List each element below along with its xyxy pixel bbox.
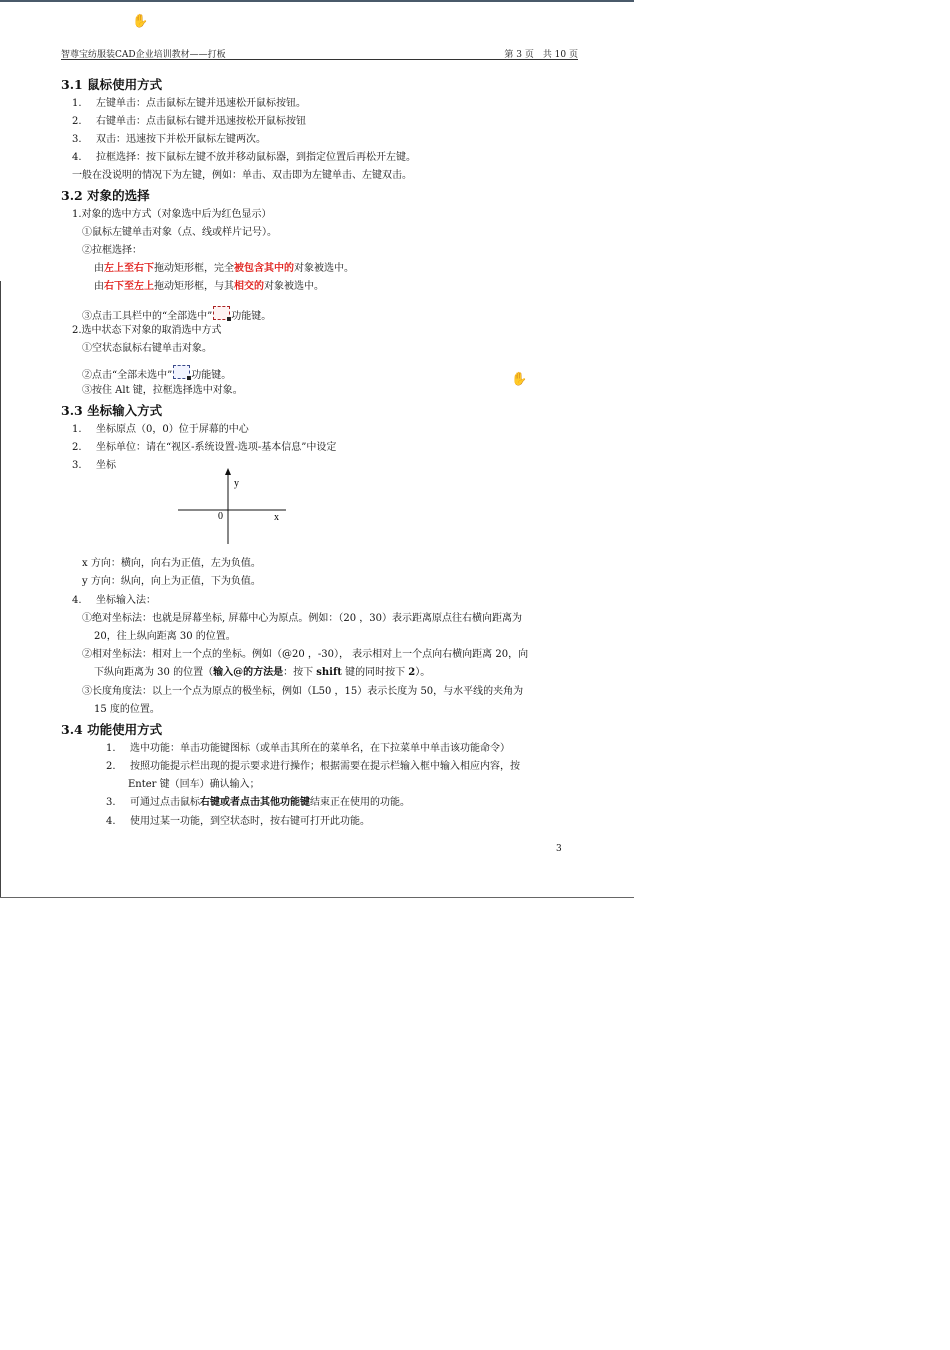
list-item: 4. 坐标输入法：	[72, 595, 156, 606]
list-item: 3. 双击：迅速按下并松开鼠标左键两次。	[72, 134, 266, 145]
list-item: 3. 可通过点击鼠标右键或者点击其他功能键结束正在使用的功能。	[106, 797, 410, 808]
section-title: 3.4 功能使用方式	[61, 722, 163, 737]
y-axis-label: y	[234, 478, 239, 489]
section-title: 3.3 坐标输入方式	[61, 403, 163, 418]
list-item: 2. 坐标单位：请在“视区-系统设置-选项-基本信息”中设定	[72, 442, 337, 453]
paragraph: ①鼠标左键单击对象（点、线或样片记号）。	[82, 227, 277, 238]
list-item: 4. 使用过某一功能，到空状态时，按右键可打开此功能。	[106, 816, 370, 827]
list-item: 4. 拉框选择：按下鼠标左键不放并移动鼠标器，到指定位置后再松开左键。	[72, 152, 416, 163]
paragraph: ③按住 Alt 键，拉框选择选中对象。	[82, 385, 243, 396]
list-item: 2. 右键单击：点击鼠标右键并迅速按松开鼠标按钮	[72, 116, 306, 127]
paragraph: 1.对象的选中方式（对象选中后为红色显示）	[72, 209, 272, 220]
paragraph: 由右下至左上拖动矩形框，与其相交的对象被选中。	[94, 281, 324, 292]
list-item: 3. 坐标	[72, 460, 116, 471]
origin-label: 0	[218, 511, 223, 522]
paragraph: Enter 键（回车）确认输入；	[128, 779, 260, 790]
header-rule	[61, 59, 578, 60]
paragraph: ②拉框选择：	[82, 245, 142, 256]
paragraph: ②点击“全部未选中” 功能键。	[82, 365, 231, 382]
paragraph: ①空状态鼠标右键单击对象。	[82, 343, 212, 354]
x-axis-label: x	[274, 512, 279, 523]
header-page-info: 第 3 页 共 10 页	[504, 50, 578, 60]
paragraph: 一般在没说明的情况下为左键，例如：单击、双击即为左键单击、左键双击。	[72, 170, 412, 181]
paragraph: ②相对坐标法：相对上一个点的坐标。例如（@20 ，-30）， 表示相对上一个点向右横向距离 20，向	[82, 649, 529, 660]
select-all-icon	[213, 306, 230, 320]
page-bottom-border	[0, 897, 634, 898]
paragraph: x 方向：横向，向右为正值，左为负值。	[82, 558, 261, 569]
paragraph: 下纵向距离为 30 的位置（输入@的方法是：按下 shift 键的同时按下 2）。	[94, 667, 431, 678]
header-title: 智尊宝纺服装CAD企业培训教材——打板	[61, 50, 226, 60]
paragraph: 由左上至右下拖动矩形框，完全被包含其中的对象被选中。	[94, 263, 354, 274]
section-title: 3.2 对象的选择	[61, 188, 150, 203]
hand-cursor-icon: ✋	[132, 14, 149, 29]
list-item: 2. 按照功能提示栏出现的提示要求进行操作；根据需要在提示栏输入框中输入相应内容，按	[106, 761, 520, 772]
page-top-border	[0, 0, 634, 2]
page-left-border	[0, 281, 1, 898]
paragraph: y 方向：纵向，向上为正值，下为负值。	[82, 576, 261, 587]
deselect-all-icon	[173, 365, 190, 379]
paragraph: ①绝对坐标法：也就是屏幕坐标, 屏幕中心为原点。例如：（20 ，30）表示距离原点往右横向距离为	[82, 613, 522, 624]
paragraph: 2.选中状态下对象的取消选中方式	[72, 325, 222, 336]
page-number: 3	[556, 844, 562, 854]
list-item: 1. 左键单击：点击鼠标左键并迅速松开鼠标按钮。	[72, 98, 306, 109]
list-item: 1. 坐标原点（0，0）位于屏幕的中心	[72, 424, 249, 435]
paragraph: ③长度角度法：以上一个点为原点的极坐标，例如（L50 ，15）表示长度为 50，与水平线的夹角为	[82, 686, 524, 697]
paragraph: 20，往上纵向距离 30 的位置。	[94, 631, 236, 642]
list-item: 1. 选中功能：单击功能键图标（或单击其所在的菜单名，在下拉菜单中单击该功能命令）	[106, 743, 510, 754]
hand-cursor-icon: ✋	[511, 372, 528, 387]
section-title: 3.1 鼠标使用方式	[61, 77, 163, 92]
paragraph: ③点击工具栏中的“全部选中” 功能键。	[82, 306, 271, 323]
paragraph: 15 度的位置。	[94, 704, 160, 715]
y-axis-arrow	[225, 468, 231, 475]
page-header	[61, 47, 578, 59]
coordinate-axes-diagram	[178, 468, 288, 548]
